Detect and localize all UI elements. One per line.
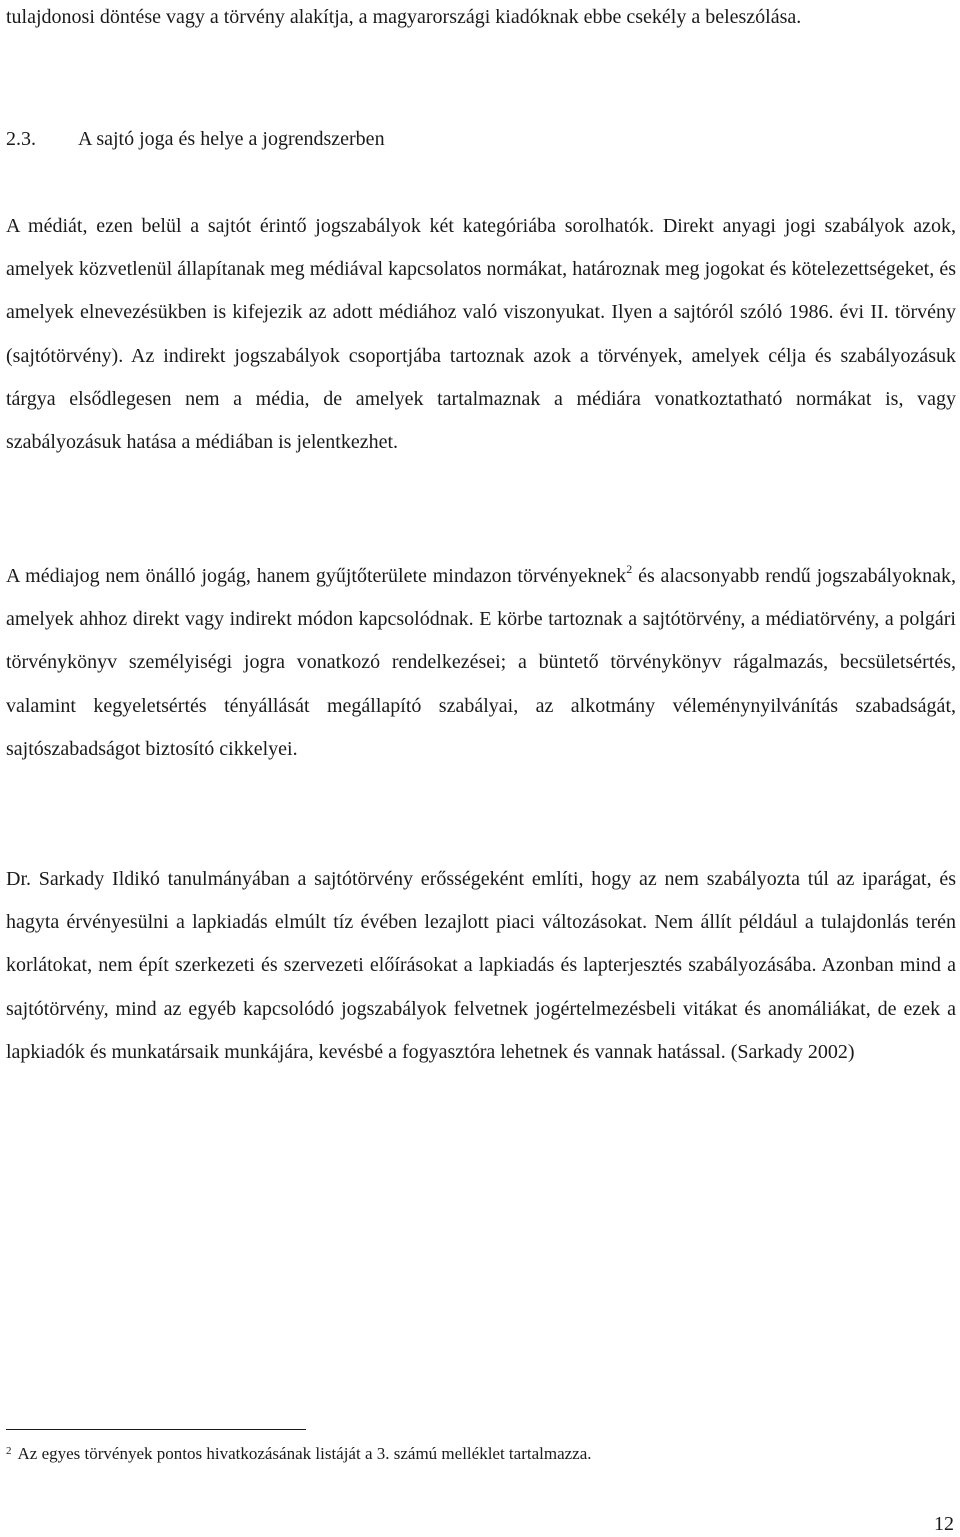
footnote-reference[interactable]: 2 <box>626 562 633 576</box>
footnote <box>6 1440 592 1465</box>
paragraph-text-after-ref: és alacsonyabb rendű jogszabályoknak, amelyek ahhoz direkt vagy indirekt módon kapcsolódnak. E körbe tartoznak a sajtótörvény, a médiatörvény, a polgári törvénykönyv személyiségi jogra vonatkozó rendelkezései; a büntető törvénykönyv rágalmazás, becsületsértés, valamint kegyeletsértés tényállását megállapító szabályai, az alkotmány véleménynyilvánítás szabadságát, sajtószabadságot biztosító cikkelyei. <box>6 565 956 760</box>
paragraph-continued: tulajdonosi döntése vagy a törvény alakítja, a magyarországi kiadóknak ebbe csekély a beleszólása. <box>6 6 802 28</box>
footnote-mark: 2 <box>6 1445 12 1457</box>
section-number: 2.3. <box>6 128 36 150</box>
paragraph-media-law-scope <box>6 555 956 771</box>
footnote-text: Az egyes törvények pontos hivatkozásának listáját a 3. számú melléklet tartalmazza. <box>17 1444 592 1463</box>
paragraph-sarkady-study: Dr. Sarkady Ildikó tanulmányában a sajtótörvény erősségeként említi, hogy az nem szabályozta túl az iparágat, és hagyta érvényesülni a lapkiadás elmúlt tíz évében lezajlott piaci változásokat. Nem állít például a tulajdonlás terén korlátokat, nem épít szerkezeti és szervezeti előírásokat a lapkiadás és lapterjesztés szabályozásába. Azonban mind a sajtótörvény, mind az egyéb kapcsolódó jogszabályok felvetnek jogértelmezésbeli vitákat és anomáliákat, de ezek a lapkiadók és munkatársaik munkájára, kevésbé a fogyasztóra lehetnek és vannak hatással. (Sarkady 2002) <box>6 868 956 1063</box>
footnote-divider <box>6 1429 306 1430</box>
page-number: 12 <box>934 1513 954 1535</box>
section-title: A sajtó joga és helye a jogrendszerben <box>78 128 385 150</box>
paragraph-media-law-categories: A médiát, ezen belül a sajtót érintő jogszabályok két kategóriába sorolhatók. Direkt anyagi jogi szabályok azok, amelyek közvetlenül állapítanak meg médiával kapcsolatos normákat, határoznak meg jogokat és kötelezettségeket, és amelyek elnevezésükben is kifejezik az adott médiához való viszonyukat. Ilyen a sajtóról szóló 1986. évi II. törvény (sajtótörvény). Az indirekt jogszabályok csoportjába tartoznak azok a törvények, amelyek célja és szabályozásuk tárgya elsődlegesen nem a média, de amelyek tartalmaznak a médiára vonatkoztatható normákat is, vagy szabályozásuk hatása a médiában is jelentkezhet. <box>6 215 956 454</box>
section-heading <box>6 118 385 161</box>
paragraph-text-before-ref: A médiajog nem önálló jogág, hanem gyűjtőterülete mindazon törvényeknek <box>6 565 627 587</box>
